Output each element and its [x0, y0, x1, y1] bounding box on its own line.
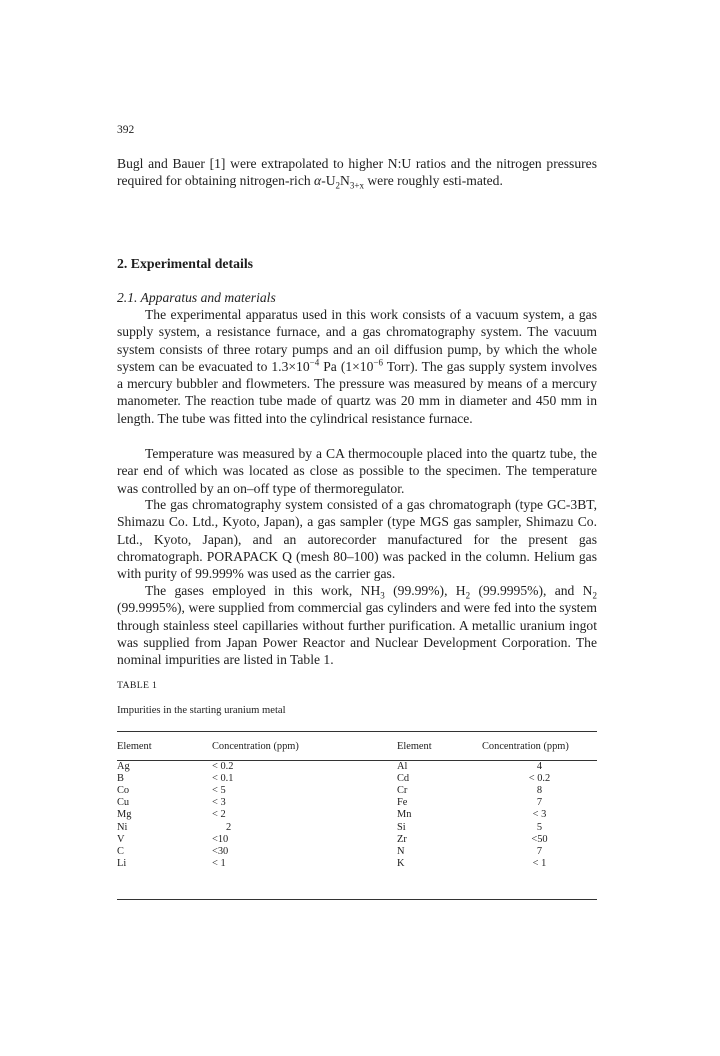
body-paragraph-2 — [117, 445, 597, 497]
cell-element: N — [397, 845, 405, 857]
body-paragraph-3 — [117, 496, 597, 582]
cell-element: Mg — [117, 809, 132, 821]
text-run: 3 — [380, 590, 385, 601]
text-run: The gas chromatography system consisted of a gas chromatograph (type GC-3BT, Shimazu Co. Ltd., Kyoto, Japan), a gas sampler (type MGS gas sampler, Shimazu Co. Ltd., Kyoto, Japan), and an autorecorder manufactured for the present gas chromatograph. PORAPACK Q (mesh 80–100) was packed in the column. Helium gas with purity of 99.999% was used as the carrier gas. — [117, 497, 597, 582]
table-header-concentration-1: Concentration (ppm) — [212, 741, 299, 752]
table-row — [117, 822, 597, 834]
impurities-table — [117, 736, 597, 870]
text-run: Temperature was measured by a CA thermocouple placed into the quartz tube, the rear end of which was located as close as possible to the specimen. The temperature was controlled by an on–off type of thermoregulator. — [117, 446, 597, 496]
cell-concentration: 2 — [226, 821, 232, 833]
cell-concentration: 7 — [536, 797, 543, 809]
cell-concentration: 7 — [536, 845, 543, 857]
body-paragraph-4 — [117, 582, 597, 668]
text-run: (99.9995%), and N — [470, 583, 593, 598]
body-paragraph-1 — [117, 306, 597, 427]
cell-concentration: < 0.1 — [212, 773, 234, 785]
cell-element: Mn — [397, 809, 412, 821]
table-row — [117, 809, 597, 821]
text-run: α — [314, 173, 322, 189]
cell-concentration: < 3 — [532, 809, 547, 821]
table-row — [117, 761, 597, 773]
text-run: were roughly esti-mated. — [363, 173, 503, 189]
table-header-row — [117, 736, 597, 761]
table-header-element-2: Element — [397, 741, 432, 752]
cell-element: Cr — [397, 785, 408, 797]
page-number: 392 — [117, 124, 135, 136]
cell-concentration: <30 — [212, 845, 229, 857]
cell-concentration: <50 — [531, 833, 548, 845]
table-label: TABLE 1 — [117, 680, 158, 691]
cell-concentration: < 3 — [212, 797, 226, 809]
text-run: 2 — [335, 181, 341, 192]
text-run: (99.99%), H — [384, 583, 466, 598]
cell-element: Ni — [117, 821, 128, 833]
text-run: −4 — [309, 357, 320, 368]
cell-element: K — [397, 857, 405, 869]
table-top-rule — [117, 731, 597, 732]
table-body — [117, 761, 597, 870]
text-run: The gases employed in this work, NH — [145, 583, 381, 598]
text-run: 2 — [465, 590, 471, 601]
cell-element: Si — [397, 821, 406, 833]
cell-element: V — [117, 833, 125, 845]
cell-concentration: < 2 — [212, 809, 226, 821]
table-bottom-rule — [117, 899, 597, 900]
cell-concentration: < 0.2 — [212, 761, 234, 773]
table-row — [117, 773, 597, 785]
subsection-heading: 2.1. Apparatus and materials — [117, 290, 276, 305]
cell-concentration: < 5 — [212, 785, 226, 797]
cell-concentration: < 1 — [532, 857, 547, 869]
cell-element: Zr — [397, 833, 407, 845]
cell-element: Cu — [117, 797, 130, 809]
cell-element: Al — [397, 761, 408, 773]
table-row — [117, 834, 597, 846]
text-run: 2 — [592, 590, 597, 601]
cell-concentration: < 0.2 — [528, 773, 551, 785]
text-run: (99.9995%), were supplied from commercial gas cylinders and were fed into the system through stainless steel capillaries without further purification. A metallic uranium ingot was supplied from Japan Power Reactor and Nuclear Development Corporation. The nominal impurities are listed in Table 1. — [117, 600, 597, 668]
cell-element: Ag — [117, 761, 130, 773]
cell-concentration: 5 — [536, 821, 543, 833]
cell-concentration: < 1 — [212, 857, 226, 869]
text-run: -U — [321, 173, 336, 189]
cell-concentration: 8 — [536, 785, 543, 797]
text-run: The experimental apparatus used in this work consists of a vacuum system, a gas supply system, a resistance furnace, and a gas chromatography system. The vacuum system consists of three rotary pumps and an oil diffusion pump, by which the whole system can be evacuated to 1.3×10 — [117, 307, 597, 374]
table-row — [117, 858, 597, 870]
table-row — [117, 797, 597, 809]
cell-element: C — [117, 845, 124, 857]
table-header-element-1: Element — [117, 741, 152, 752]
cell-element: Fe — [397, 797, 408, 809]
table-row — [117, 785, 597, 797]
cell-element: Li — [117, 857, 127, 869]
text-run: Pa (1×10 — [319, 358, 374, 374]
table-caption: Impurities in the starting uranium metal — [117, 705, 286, 716]
text-run: 3+x — [349, 181, 364, 192]
table-header-concentration-2: Concentration (ppm) — [482, 741, 569, 752]
text-run: −6 — [373, 357, 383, 368]
cell-concentration: 4 — [536, 761, 543, 773]
intro-paragraph — [117, 155, 597, 190]
cell-element: Cd — [397, 773, 410, 785]
section-heading: 2. Experimental details — [117, 256, 254, 271]
table-header-rule — [117, 760, 597, 761]
cell-concentration: <10 — [212, 833, 229, 845]
cell-element: B — [117, 773, 124, 785]
text-run: N — [340, 173, 350, 189]
cell-element: Co — [117, 785, 130, 797]
text-run: Bugl and Bauer [1] were extrapolated to higher N:U ratios and the nitrogen pressures required for obtaining nitrogen-rich — [117, 156, 597, 189]
table-row — [117, 846, 597, 858]
text-run: Torr). The gas supply system involves a mercury bubbler and flowmeters. The pressure was measured by means of a mercury manometer. The reaction tube made of quartz was 20 mm in diameter and 450 mm in length. The tube was fitted into the cylindrical resistance furnace. — [117, 358, 597, 426]
